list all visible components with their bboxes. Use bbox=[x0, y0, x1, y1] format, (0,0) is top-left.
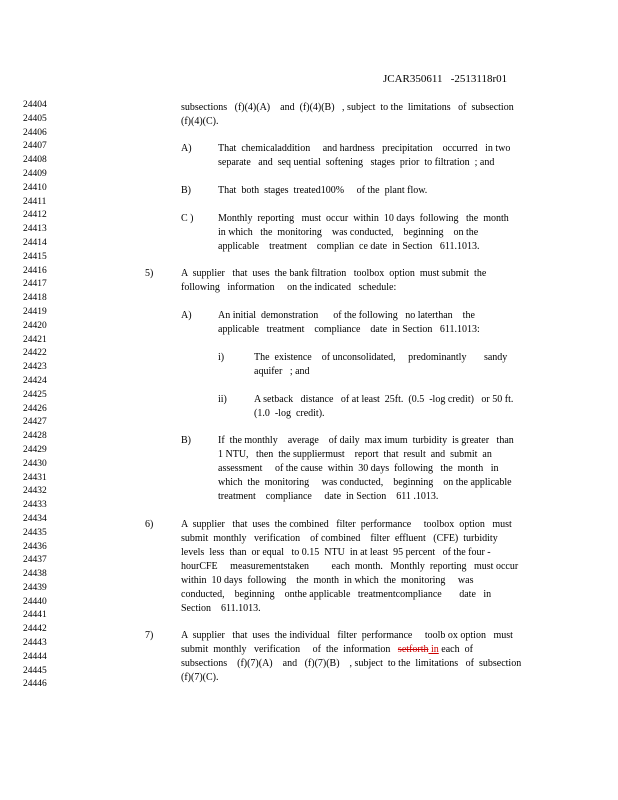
line-number: 24433 bbox=[23, 500, 47, 511]
item-marker: 7) bbox=[145, 630, 154, 641]
item-marker: B) bbox=[181, 185, 191, 196]
text-line: 1 NTU, then the suppliermust report that result and submit an bbox=[218, 449, 492, 460]
line-number: 24437 bbox=[23, 555, 47, 566]
text-line: Section 611.1013. bbox=[181, 603, 261, 614]
text-line: That both stages treated100% of the plant flow. bbox=[218, 185, 428, 196]
line-number: 24409 bbox=[23, 168, 47, 179]
line-number: 24406 bbox=[23, 127, 47, 138]
text-line: (f)(7)(C). bbox=[181, 672, 219, 683]
text-line: aquifer ; and bbox=[254, 366, 310, 377]
line-number: 24445 bbox=[23, 665, 47, 676]
text-line bbox=[181, 643, 473, 657]
line-number: 24435 bbox=[23, 527, 47, 538]
line-number: 24442 bbox=[23, 624, 47, 635]
line-number: 24408 bbox=[23, 155, 47, 166]
line-number: 24413 bbox=[23, 224, 47, 235]
line-number: 24424 bbox=[23, 375, 47, 386]
text-line: subsections (f)(7)(A) and (f)(7)(B) , subject to the limitations of subsection bbox=[181, 658, 522, 669]
line-number: 24427 bbox=[23, 417, 47, 428]
text-line: which the monitoring was conducted, beginning on the applicable bbox=[218, 477, 512, 488]
text-line: Monthly reporting must occur within 10 days following the month bbox=[218, 213, 509, 224]
line-number: 24441 bbox=[23, 610, 47, 621]
item-marker: i) bbox=[218, 352, 225, 363]
line-number: 24426 bbox=[23, 403, 47, 414]
item-marker: C ) bbox=[181, 213, 194, 224]
text-line: within 10 days following the month in which the monitoring was bbox=[181, 575, 474, 586]
line-number: 24419 bbox=[23, 306, 47, 317]
text-line: following information on the indicated schedule: bbox=[181, 282, 397, 293]
line-number: 24420 bbox=[23, 320, 47, 331]
text-line: (1.0 -log credit). bbox=[254, 408, 325, 419]
text-line: If the monthly average of daily max imum turbidity is greater than bbox=[218, 435, 514, 446]
line-number: 24444 bbox=[23, 651, 47, 662]
line-number-column bbox=[23, 99, 47, 692]
text-line: applicable treatment compliance date in Section 611.1013: bbox=[218, 324, 480, 335]
line-number: 24414 bbox=[23, 237, 47, 248]
line-number: 24425 bbox=[23, 389, 47, 400]
text-line: (f)(4)(C). bbox=[181, 116, 219, 127]
inserted-text: in bbox=[428, 644, 439, 655]
line-number: 24429 bbox=[23, 444, 47, 455]
text-span: each of bbox=[438, 644, 473, 655]
line-number: 24440 bbox=[23, 596, 47, 607]
item-marker: 6) bbox=[145, 519, 154, 530]
line-number: 24432 bbox=[23, 486, 47, 497]
line-number: 24431 bbox=[23, 472, 47, 483]
text-line: levels less than or equal to 0.15 NTU in at least 95 percent of the four - bbox=[181, 547, 491, 558]
line-number: 24417 bbox=[23, 279, 47, 290]
text-line: conducted, beginning onthe applicable treatmentcompliance date in bbox=[181, 589, 492, 600]
item-marker: A) bbox=[181, 143, 192, 154]
line-number: 24428 bbox=[23, 431, 47, 442]
text-line: treatment compliance date in Section 611 .1013. bbox=[218, 491, 439, 502]
item-marker: 5) bbox=[145, 268, 154, 279]
line-number: 24422 bbox=[23, 348, 47, 359]
text-line: separate and seq uential softening stages prior to filtration ; and bbox=[218, 157, 495, 168]
text-line: in which the monitoring was conducted, beginning on the bbox=[218, 227, 479, 238]
line-number: 24415 bbox=[23, 251, 47, 262]
line-number: 24439 bbox=[23, 582, 47, 593]
line-number: 24407 bbox=[23, 141, 47, 152]
item-marker: B) bbox=[181, 435, 191, 446]
line-number: 24404 bbox=[23, 100, 47, 110]
line-number: 24410 bbox=[23, 182, 47, 193]
item-marker: A) bbox=[181, 310, 192, 321]
line-number: 24421 bbox=[23, 334, 47, 345]
document-header: JCAR350611 -2513118r01 bbox=[383, 73, 508, 85]
text-line: submit monthly verification of combined filter effluent (CFE) turbidity bbox=[181, 533, 498, 544]
line-number: 24434 bbox=[23, 513, 47, 524]
text-line: The existence of unconsolidated, predominantly sandy bbox=[254, 352, 508, 363]
text-line: hourCFE measurementstaken each month. Monthly reporting must occur bbox=[181, 561, 519, 572]
text-line: A setback distance of at least 25ft. (0.5 -log credit) or 50 ft. bbox=[254, 394, 514, 405]
text-line: A supplier that uses the bank filtration toolbox option must submit the bbox=[181, 268, 487, 279]
deleted-text: setforth bbox=[397, 644, 429, 655]
text-line: applicable treatment complian ce date in Section 611.1013. bbox=[218, 241, 480, 252]
text-line: assessment of the cause within 30 days following the month in bbox=[218, 463, 499, 474]
line-number: 24446 bbox=[23, 679, 47, 690]
text-line: That chemicaladdition and hardness precipitation occurred in two bbox=[218, 143, 511, 154]
line-number: 24405 bbox=[23, 113, 47, 124]
text-line: subsections (f)(4)(A) and (f)(4)(B) , subject to the limitations of subsection bbox=[181, 102, 514, 113]
line-number: 24430 bbox=[23, 458, 47, 469]
line-number: 24443 bbox=[23, 638, 47, 649]
text-line: A supplier that uses the combined filter performance toolbox option must bbox=[181, 519, 512, 530]
line-number: 24423 bbox=[23, 362, 47, 373]
line-number: 24418 bbox=[23, 293, 47, 304]
text-line: An initial demonstration of the following no laterthan the bbox=[218, 310, 475, 321]
line-number: 24416 bbox=[23, 265, 47, 276]
line-number: 24412 bbox=[23, 210, 47, 221]
line-number: 24438 bbox=[23, 569, 47, 580]
item-marker: ii) bbox=[218, 394, 227, 405]
text-line: A supplier that uses the individual filter performance toolb ox option must bbox=[181, 630, 513, 641]
text-span: submit monthly verification of the information bbox=[181, 644, 398, 655]
line-number: 24411 bbox=[23, 196, 47, 207]
line-number: 24436 bbox=[23, 541, 47, 552]
